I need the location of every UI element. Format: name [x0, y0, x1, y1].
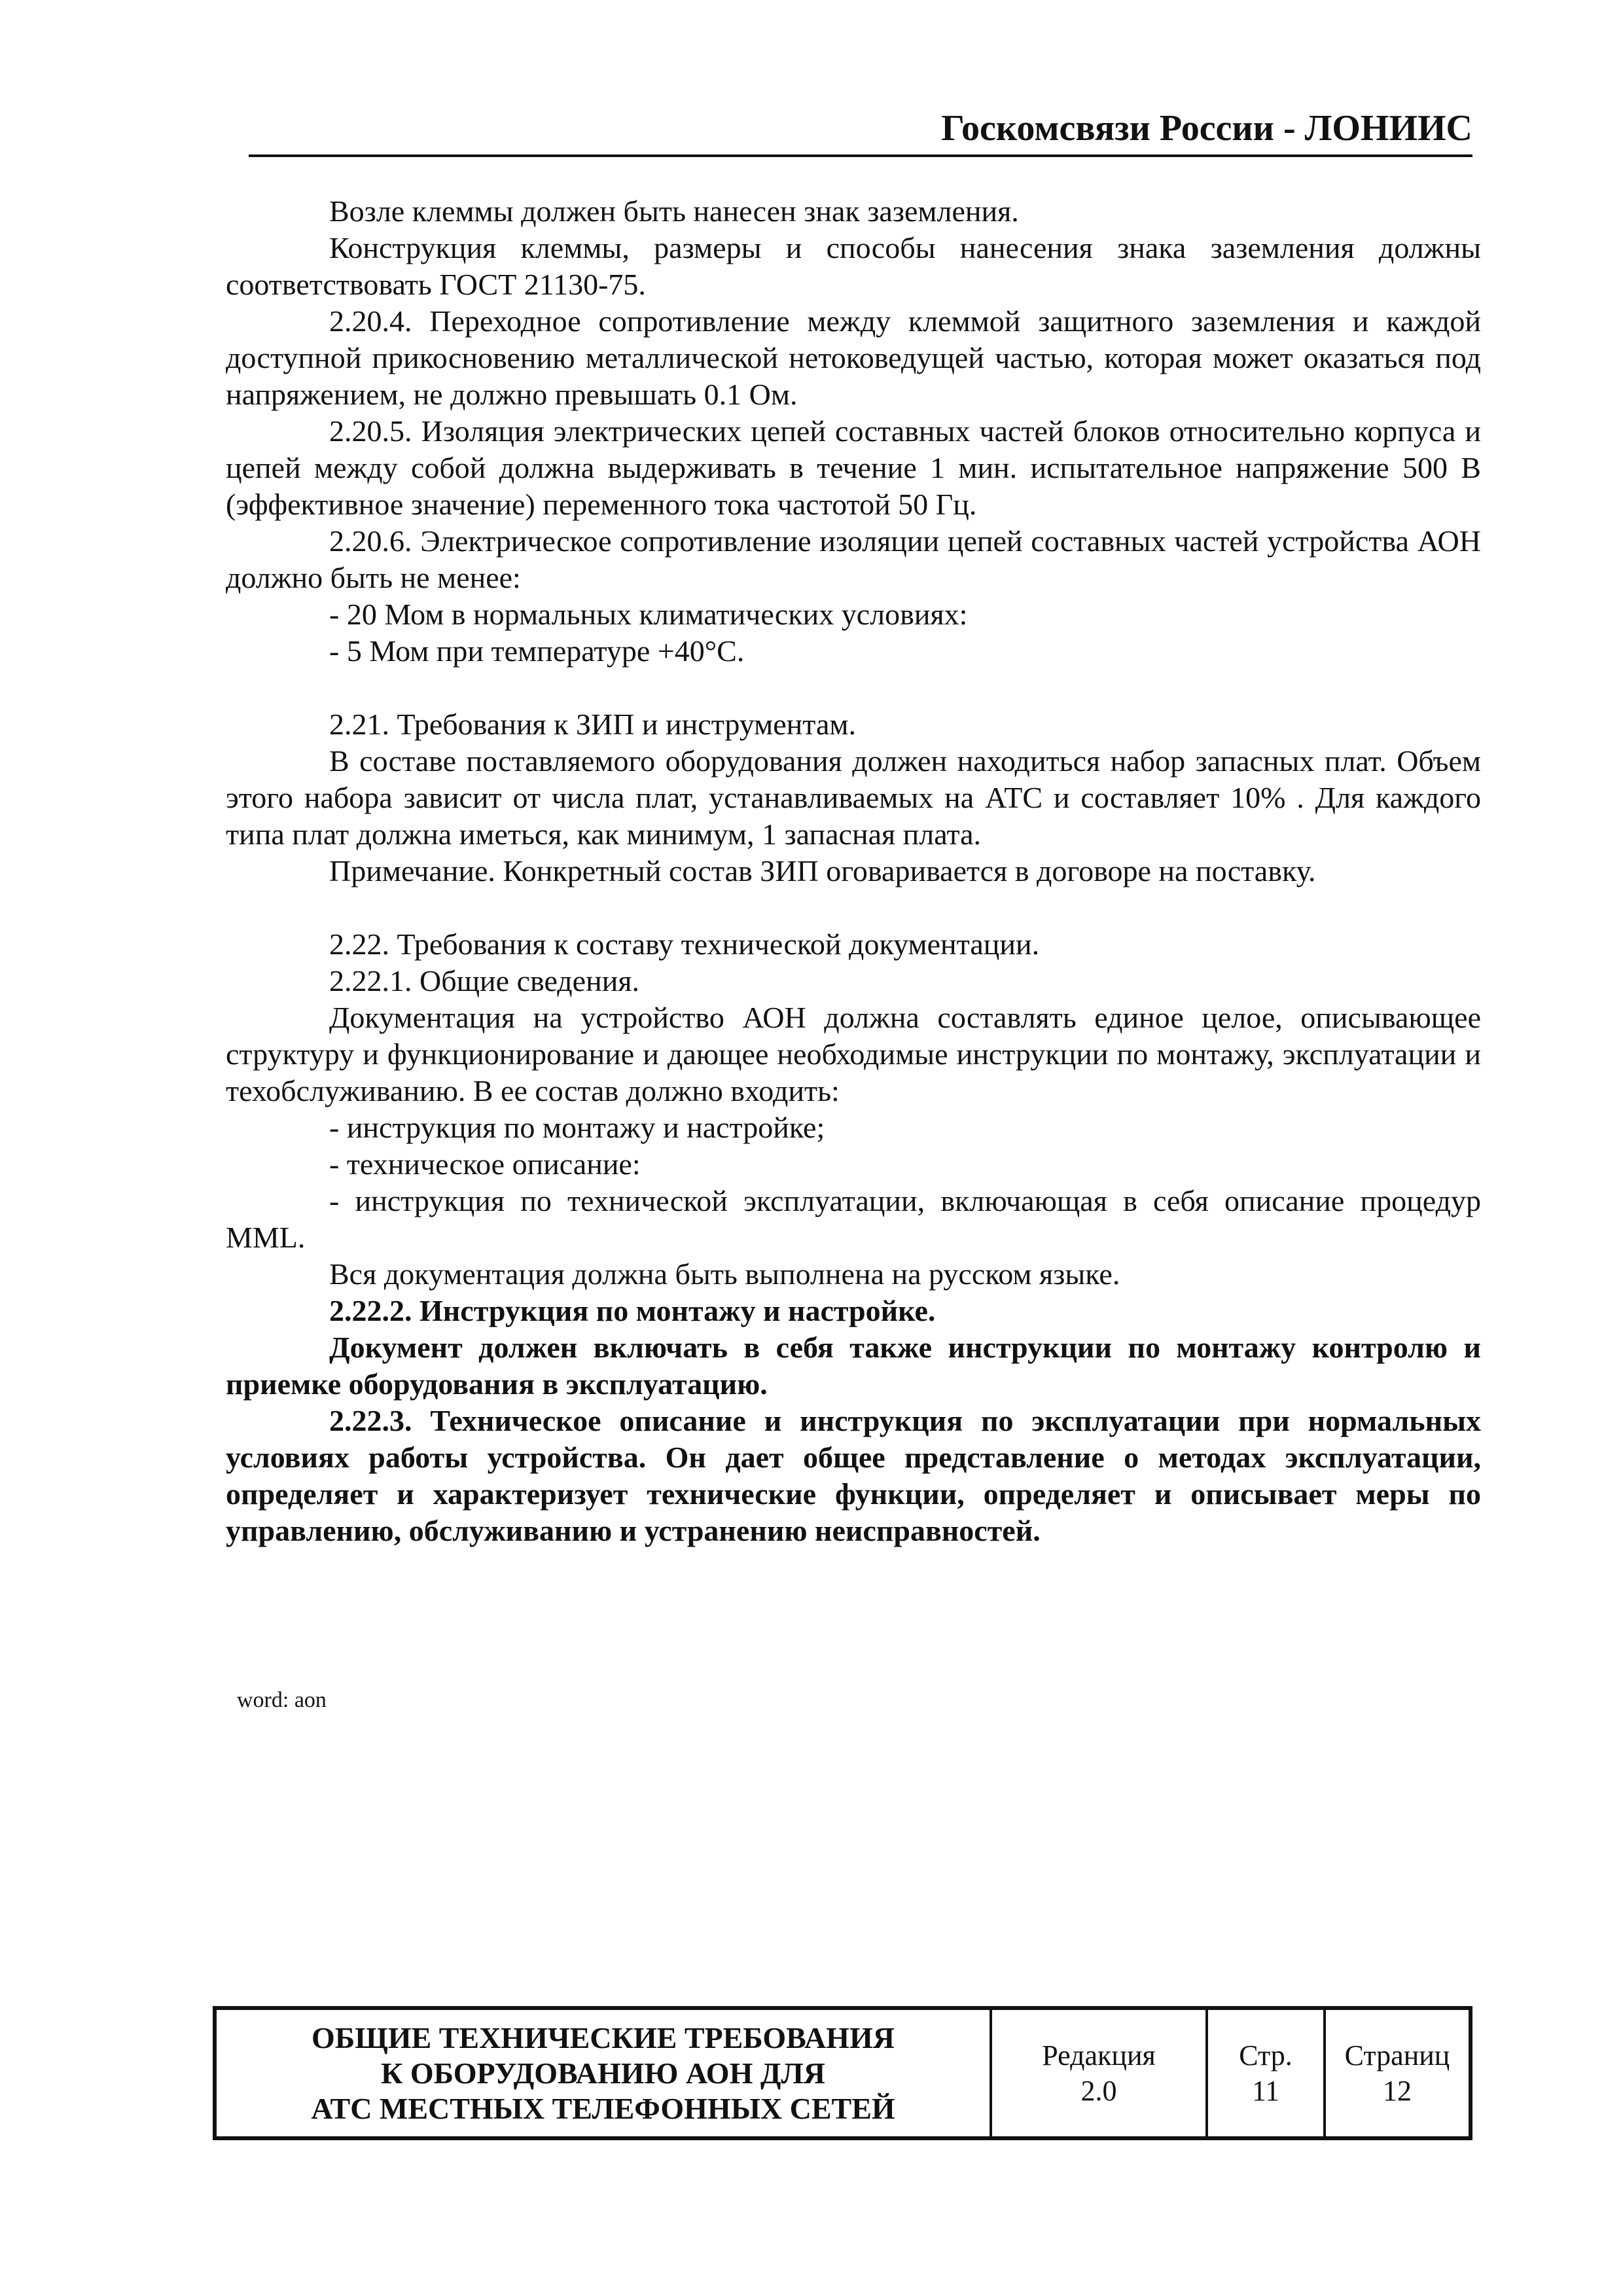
list-item: - техническое описание:	[329, 1147, 641, 1181]
revision-cell	[992, 2010, 1208, 2136]
page-label: Стр.	[1239, 2039, 1293, 2072]
word-tag: word: aon	[237, 1688, 327, 1712]
paragraph: Конструкция клеммы, размеры и способы нанесения знака заземления должны соответствовать ГОСТ 21130-75.	[226, 231, 1481, 301]
note-paragraph: Примечание. Конкретный состав ЗИП оговаривается в договоре на поставку.	[329, 854, 1316, 888]
list-item: - 20 Мом в нормальных климатических условиях:	[329, 598, 968, 631]
paragraph: Возле клеммы должен быть нанесен знак заземления.	[329, 194, 1019, 228]
paragraph: 2.22.3. Техническое описание и инструкция по эксплуатации при нормальных условиях работы устройства. Он дает общее представление о методах эксплуатации, определяет и характеризует технические функции, определяет и описывает меры по управлению, обслуживанию и устранению неисправностей.	[226, 1404, 1481, 1547]
list-item: - инструкция по технической эксплуатации, включающая в себя описание процедур MML.	[226, 1184, 1481, 1254]
revision-value: 2.0	[1080, 2074, 1117, 2107]
paragraph: Вся документация должна быть выполнена на русском языке.	[329, 1257, 1120, 1291]
paragraph: 2.20.4. Переходное сопротивление между клеммой защитного заземления и каждой доступной прикосновению металлической нетоковедущей частью, которая может оказаться под напряжением, не должно превышать 0.1 Ом.	[226, 304, 1481, 411]
section-heading: 2.21. Требования к ЗИП и инструментам.	[329, 708, 856, 741]
paragraph: 2.20.6. Электрическое сопротивление изоляции цепей составных частей устройства АОН должно быть не менее:	[226, 524, 1481, 594]
document-title-cell	[217, 2010, 992, 2136]
page-header	[249, 105, 1472, 157]
page-cell	[1208, 2010, 1326, 2136]
revision-label: Редакция	[1042, 2039, 1156, 2072]
pages-cell	[1326, 2010, 1469, 2136]
title-block	[213, 2006, 1472, 2140]
paragraph: В составе поставляемого оборудования должен находиться набор запасных плат. Объем этого набора зависит от числа плат, устанавливаемых на АТС и составляет 10% . Для каждого типа плат должна иметься, как минимум, 1 запасная плата.	[226, 744, 1481, 851]
document-title-line: ОБЩИЕ ТЕХНИЧЕСКИЕ ТРЕБОВАНИЯ	[312, 2020, 895, 2054]
header-title: Госкомсвязи России - ЛОНИИС	[941, 108, 1472, 149]
document-body	[226, 193, 1481, 1549]
list-item: - 5 Мом при температуре +40°С.	[329, 634, 745, 668]
paragraph: 2.20.5. Изоляция электрических цепей составных частей блоков относительно корпуса и цепей между собой должна выдерживать в течение 1 мин. испытательное напряжение 500 В (эффективное значение) переменного тока частотой 50 Гц.	[226, 414, 1481, 521]
page-number: 11	[1251, 2074, 1280, 2107]
pages-total: 12	[1383, 2074, 1412, 2107]
pages-label: Страниц	[1344, 2039, 1450, 2072]
list-item: - инструкция по монтажу и настройке;	[329, 1111, 825, 1144]
paragraph: Документация на устройство АОН должна составлять единое целое, описывающее структуру и функционирование и дающее необходимые инструкции по монтажу, эксплуатации и техобслуживанию. В ее состав должно входить:	[226, 1001, 1481, 1107]
subsection-heading: 2.22.2. Инструкция по монтажу и настройке.	[329, 1294, 936, 1327]
section-heading: 2.22. Требования к составу технической документации.	[329, 927, 1040, 961]
document-title-line: К ОБОРУДОВАНИЮ АОН ДЛЯ	[381, 2056, 825, 2090]
subsection-heading: 2.22.1. Общие сведения.	[329, 964, 639, 997]
document-title-line: АТС МЕСТНЫХ ТЕЛЕФОННЫХ СЕТЕЙ	[311, 2091, 895, 2125]
paragraph: Документ должен включать в себя также инструкции по монтажу контролю и приемке оборудования в эксплуатацию.	[226, 1331, 1481, 1401]
